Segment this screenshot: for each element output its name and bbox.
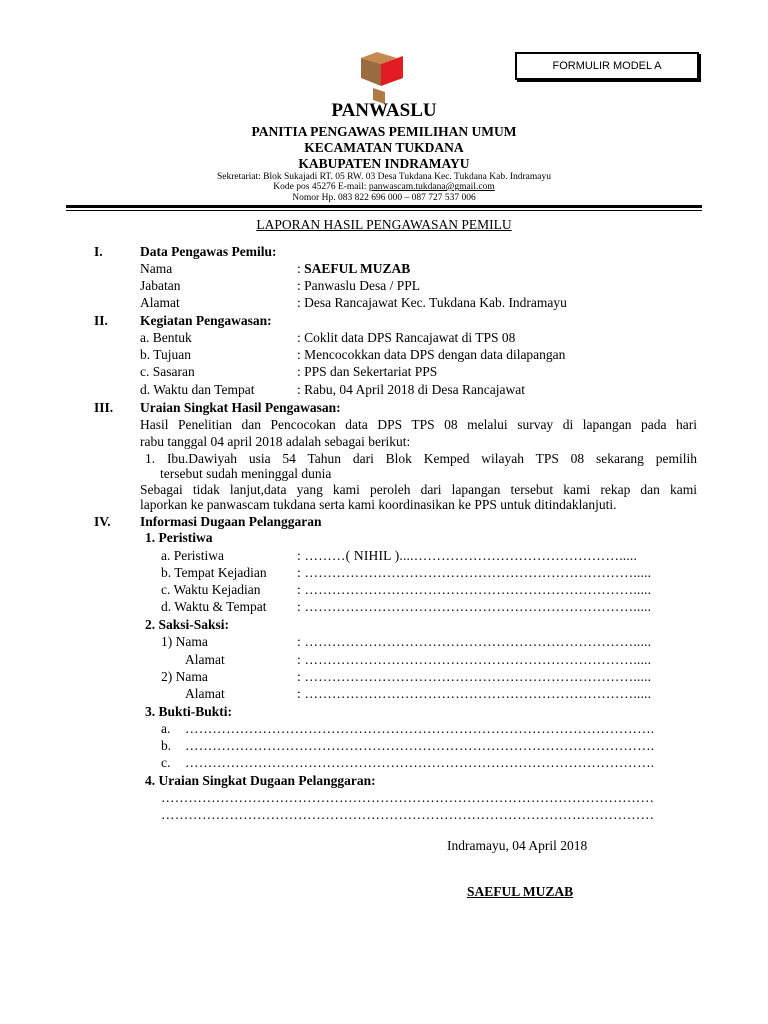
section-2-number: II.	[94, 313, 108, 328]
evidence-line-b: ………………………………………………………………………………………….	[185, 738, 655, 753]
form-model-label: FORMULIR MODEL A	[515, 52, 699, 80]
field-label-waktu-tempat-2: d. Waktu & Tempat	[161, 599, 267, 614]
field-value-tempat-kejadian: : ……………………………………………………………….....	[297, 565, 652, 580]
org-line-1: PANITIA PENGAWAS PEMILIHAN UMUM	[251, 124, 517, 139]
secretariat-address: Sekretariat: Blok Sukajadi RT. 05 RW. 03 Desa Tukdana Kec. Tukdana Kab. Indramayu	[217, 172, 551, 182]
postal-code: Kode pos 45276 E-mail:	[273, 182, 369, 192]
evidence-label-b: b.	[161, 738, 172, 753]
field-value-tujuan: : Mencocokkan data DPS dengan data dilapangan	[297, 347, 566, 362]
section-3-number: III.	[94, 400, 114, 415]
evidence-label-a: a.	[161, 721, 171, 736]
panwaslu-logo-icon	[355, 48, 411, 104]
subsection-peristiwa-title: 1. Peristiwa	[145, 530, 213, 545]
field-value-waktu-kejadian: : ……………………………………………………………….....	[297, 582, 652, 597]
paragraph-1-line-2: rabu tanggal 04 april 2018 adalah sebagai berikut:	[140, 434, 411, 449]
subsection-saksi-title: 2. Saksi-Saksi:	[145, 617, 230, 632]
uraian-line-2: ………………………………………………………………………………………………	[161, 807, 655, 822]
field-label-alamat: Alamat	[140, 295, 180, 310]
evidence-line-a: ………………………………………………………………………………………….	[185, 721, 655, 736]
section-4-number: IV.	[94, 514, 111, 529]
field-label-saksi-2-alamat: Alamat	[185, 686, 225, 701]
field-label-nama: Nama	[140, 261, 173, 276]
header-divider-thin	[66, 210, 702, 211]
email-link[interactable]: panwascam.tukdana@gmail.com	[368, 182, 495, 192]
org-line-2: KECAMATAN TUKDANA	[304, 140, 464, 155]
field-value-bentuk: : Coklit data DPS Rancajawat di TPS 08	[297, 330, 516, 345]
place-date: Indramayu, 04 April 2018	[447, 838, 588, 853]
evidence-line-c: ………………………………………………………………………………………….	[185, 755, 655, 770]
finding-item-1-line-1: 1. Ibu.Dawiyah usia 54 Tahun dari Blok Kemped wilayah TPS 08 sekarang pemilih	[145, 451, 697, 466]
phone-line: Nomor Hp. 083 822 696 000 – 087 727 537 006	[292, 193, 476, 203]
paragraph-1-line-1: Hasil Penelitian dan Pencocokan data DPS TPS 08 melalui survay di lapangan pada hari	[140, 417, 697, 432]
field-label-waktu-kejadian: c. Waktu Kejadian	[161, 582, 261, 597]
field-label-sasaran: c. Sasaran	[140, 364, 195, 379]
org-name: PANWASLU	[331, 100, 437, 121]
finding-item-1-line-2: tersebut sudah meninggal dunia	[160, 466, 332, 481]
uraian-line-1: ………………………………………………………………………………………………	[161, 790, 655, 805]
field-value-peristiwa: : ………( NIHIL )....……………………………………….....	[297, 548, 638, 563]
section-3-title: Uraian Singkat Hasil Pengawasan:	[140, 400, 341, 415]
field-label-waktu-tempat: d. Waktu dan Tempat	[140, 382, 255, 397]
field-value-saksi-2-alamat: : ……………………………………………………………….....	[297, 686, 652, 701]
paragraph-2-line-1: Sebagai tidak lanjut,data yang kami peroleh dari lapangan tersebut kami rekap dan kami	[140, 482, 697, 497]
field-label-jabatan: Jabatan	[140, 278, 181, 293]
field-label-tujuan: b. Tujuan	[140, 347, 192, 362]
section-4-title: Informasi Dugaan Pelanggaran	[140, 514, 322, 529]
pengawas-name: SAEFUL MUZAB	[304, 261, 411, 276]
field-value-saksi-1-alamat: : ……………………………………………………………….....	[297, 652, 652, 667]
postal-email-line	[0, 182, 768, 192]
field-label-saksi-1-nama: 1) Nama	[161, 634, 208, 649]
signatory-name: SAEFUL MUZAB	[467, 884, 574, 899]
org-line-3: KABUPATEN INDRAMAYU	[298, 156, 470, 171]
section-1-number: I.	[94, 244, 103, 259]
evidence-label-c: c.	[161, 755, 171, 770]
report-title: LAPORAN HASIL PENGAWASAN PEMILU	[256, 217, 512, 232]
field-value-waktu-tempat-2: : ……………………………………………………………….....	[297, 599, 652, 614]
field-value-alamat: : Desa Rancajawat Kec. Tukdana Kab. Indramayu	[297, 295, 567, 310]
paragraph-2-line-2: laporkan ke panwascam tukdana serta kami koordinasikan ke PPS untuk ditindaklanjuti.	[140, 497, 617, 512]
field-label-tempat-kejadian: b. Tempat Kejadian	[161, 565, 267, 580]
field-label-peristiwa: a. Peristiwa	[161, 548, 224, 563]
field-label-bentuk: a. Bentuk	[140, 330, 192, 345]
subsection-bukti-title: 3. Bukti-Bukti:	[145, 704, 233, 719]
field-label-saksi-1-alamat: Alamat	[185, 652, 225, 667]
subsection-uraian-title: 4. Uraian Singkat Dugaan Pelanggaran:	[145, 773, 376, 788]
field-label-saksi-2-nama: 2) Nama	[161, 669, 208, 684]
field-value-saksi-1-nama: : ……………………………………………………………….....	[297, 634, 652, 649]
field-value-waktu-tempat: : Rabu, 04 April 2018 di Desa Rancajawat	[297, 382, 525, 397]
section-1-title: Data Pengawas Pemilu:	[140, 244, 277, 259]
section-2-title: Kegiatan Pengawasan:	[140, 313, 272, 328]
field-value-jabatan: : Panwaslu Desa / PPL	[297, 278, 420, 293]
field-value-sasaran: : PPS dan Sekertariat PPS	[297, 364, 438, 379]
field-value-saksi-2-nama: : ……………………………………………………………….....	[297, 669, 652, 684]
header-divider-thick	[66, 205, 702, 208]
field-value-nama: : SAEFUL MUZAB	[297, 261, 411, 276]
